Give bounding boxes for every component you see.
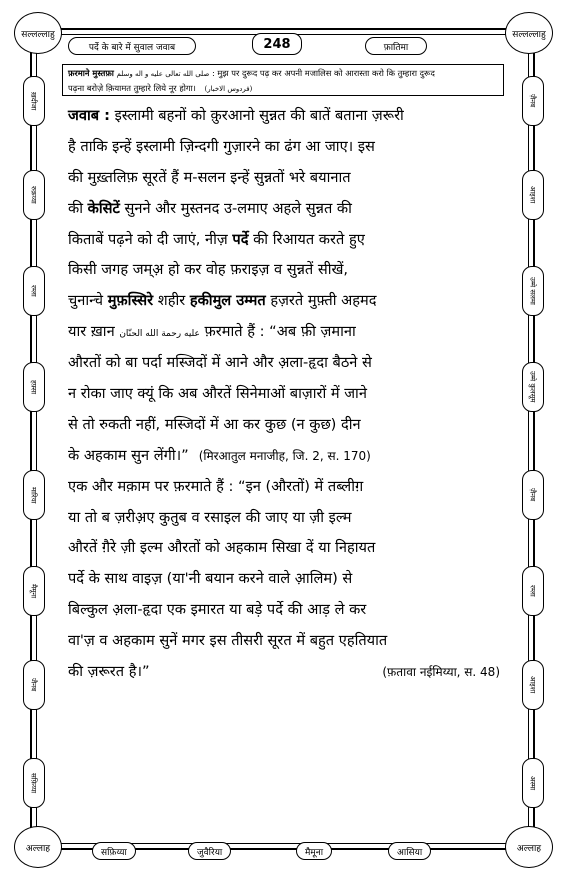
text-span: किसी जगह जम्अ़ हो कर वोह फ़राइज़ व सुन्नतें सीखें,: [68, 261, 349, 279]
side-ornament-label: उम्मे कुलसूम: [528, 371, 537, 403]
side-ornament: [522, 362, 544, 412]
text-span: फ़रमाते हैं : “अब फ़ी ज़माना: [204, 323, 356, 341]
chapter-title: [68, 37, 196, 55]
footer-name: सफ़िय्या: [101, 847, 127, 858]
text-span: पर्दे के साथ वाइज़ (या'नी बयान करने वाले आ़लिम) से: [68, 570, 353, 588]
side-ornament-label: जैनब: [29, 678, 38, 692]
side-ornament: [23, 170, 45, 220]
arabic-dua: عليه رحمة الله الحنّان: [119, 329, 200, 340]
reference: (मिरआतुल मनाजीह, जि. 2, स. 170): [198, 448, 371, 463]
text-span: औरतें ग़ैरे ज़ी इल्म औरतों को अहकाम सिखा दें या निहायत: [68, 539, 376, 557]
side-ornament: [23, 362, 45, 412]
side-ornament-label: ज़ैनब: [528, 488, 537, 502]
farman-line-2: [68, 81, 498, 96]
side-ornament: [522, 566, 544, 616]
text-span: की: [68, 199, 83, 217]
footer-name-box: [92, 842, 136, 860]
farman-text-1: : मुझ पर दुरूद पढ़ कर अपनी मजालिस को आरास्ता करो कि तुम्हारा दुरूद: [211, 68, 435, 78]
side-ornament: [23, 470, 45, 520]
text-span: की रिआयत करते हुए: [253, 230, 365, 248]
main-text: [68, 101, 500, 688]
corner-ornament-top-right: [505, 12, 553, 54]
text-span: या तो ब ज़रीअ़ए कुतुब व रसाइल की जाए या ज़ी इल्म: [68, 508, 352, 526]
side-ornament-label: रम्ला: [29, 285, 38, 297]
side-ornament: [522, 170, 544, 220]
text-line: [68, 286, 500, 317]
chapter-title-text: पर्दे के बारे में सुवाल जवाब: [88, 42, 176, 53]
side-ornament-label: ख़दीजा: [29, 91, 38, 111]
corner-label: सल्लल्लाहु: [512, 29, 546, 40]
side-ornament-label: हफ़्सा: [29, 379, 38, 395]
text-span: है ताकि इन्हें इस्लामी ज़िन्दगी गुज़ारने का ढंग आ जाए। इस: [68, 137, 375, 155]
text-span: किताबें पढ़ने को दी जाएं, नीज़: [68, 230, 228, 248]
side-ornament: [23, 660, 45, 710]
text-line: [68, 657, 500, 688]
side-ornament: [522, 76, 544, 126]
text-line: [68, 348, 500, 379]
corner-label: अल्लाह: [25, 843, 51, 854]
text-span: चुनान्चे: [68, 292, 104, 310]
header-name-text: फ़ातिमा: [383, 42, 409, 53]
reference: (फ़तावा नईमिय्या, स. 48): [382, 665, 500, 680]
side-ornament-label: आइशा: [528, 186, 537, 204]
side-ornament: [23, 758, 45, 808]
text-line: [68, 317, 500, 348]
side-ornament: [522, 470, 544, 520]
text-span: वा'ज़ व अहकाम सुनें मगर इस तीसरी सूरत में बहुत एहतियात: [68, 632, 388, 650]
corner-ornament-top-left: [14, 12, 62, 54]
side-ornament-label: मारिया: [29, 486, 38, 504]
text-span: न रोका जाए क्यूं कि अब औरतें सिनेमाओं बाज़ारों में जाने: [68, 385, 367, 403]
page-number-text: 248: [263, 36, 291, 52]
text-span: एक और मक़ाम पर फ़रमाते हैं : “इन (औरतों) में तब्लीग़: [68, 477, 364, 495]
bold-term: मुफ़स्सिरे: [107, 292, 154, 310]
footer-name: मैमूना: [305, 847, 324, 858]
text-span: इस्लामी बहनों को क़ुरआनो सुन्नत की बातें बताना ज़रूरी: [114, 107, 404, 124]
side-ornament-label: अस्मा: [528, 775, 537, 791]
text-line: [68, 379, 500, 410]
text-line: [68, 472, 500, 503]
text-span: की मुख़्तलिफ़ सूरतें हैं म-सलन इन्हें सुन्नतों भरे बयानात: [68, 168, 351, 186]
farman-box: [62, 64, 504, 96]
text-span: की ज़रूरत है।”: [68, 663, 150, 681]
text-line: [68, 255, 500, 286]
side-ornament-label: रम्ला: [528, 585, 537, 597]
side-ornament: [522, 660, 544, 710]
bold-term: हकीमुल उम्मत: [189, 292, 266, 310]
side-ornament: [23, 76, 45, 126]
footer-name-box: [388, 842, 431, 860]
text-line: [68, 503, 500, 534]
text-line: [68, 564, 500, 595]
footer-name-box: [296, 842, 332, 860]
side-ornament: [522, 758, 544, 808]
bold-term: पर्दे: [232, 230, 249, 248]
side-ornament: [522, 266, 544, 316]
text-line: [68, 441, 500, 472]
text-line: [68, 410, 500, 441]
farman-label: फ़रमाने मुस्तफ़ा: [68, 68, 114, 78]
footer-name: आसिया: [397, 847, 423, 858]
side-ornament-label: ज़ैनब: [528, 94, 537, 108]
text-span: यार ख़ान: [68, 323, 115, 341]
text-line: [68, 194, 500, 225]
footer-name-box: [188, 842, 231, 860]
text-line: [68, 533, 500, 564]
farman-text-2: पढ़ना बरोज़े क़ियामत तुम्हारे लिये नूर होगा।: [68, 83, 196, 93]
text-line: [68, 132, 500, 163]
answer-label: जवाब :: [68, 107, 110, 124]
side-ornament: [23, 266, 45, 316]
side-ornament-label: उम्मे सलमा: [528, 277, 537, 305]
corner-label: सल्लल्लाहु: [21, 29, 55, 40]
footer-name: जुवैरिया: [197, 847, 223, 858]
page-number: [252, 33, 302, 55]
side-ornament-label: मैमूना: [29, 583, 38, 599]
side-ornament-label: आइशा: [528, 676, 537, 694]
text-span: बिल्कुल अ़ला-हृदा एक इमारत या बड़े पर्दे की आड़ ले कर: [68, 601, 367, 619]
farman-source: (فردوس الاخبار): [204, 85, 253, 93]
side-ornament-label: सफ़िय्या: [29, 772, 38, 794]
side-ornament-label: रुक़य्या: [29, 186, 38, 204]
text-span: शहीर: [157, 292, 186, 310]
arabic-salutation: صلى الله تعالى عليه و اله وسلم: [116, 70, 210, 78]
header-name-tag: [365, 37, 427, 55]
text-span: से तो रुकती नहीं, मस्जिदों में आ कर कुछ (न कुछ) दीन: [68, 415, 361, 433]
text-line: [68, 626, 500, 657]
text-span: के अहकाम सुन लेंगी।”: [68, 446, 189, 464]
text-span: हज़रते मुफ़्ती अहमद: [270, 292, 377, 310]
text-line: [68, 225, 500, 256]
side-ornament: [23, 566, 45, 616]
text-span: औरतों को बा पर्दा मस्जिदों में आने और अ़ला-हृदा बैठने से: [68, 354, 372, 372]
text-line: [68, 101, 500, 132]
corner-label: अल्लाह: [516, 843, 542, 854]
corner-ornament-bottom-left: [14, 826, 62, 868]
text-span: सुनने और मुस्तनद उ-लमाए अहले सुन्नत की: [124, 199, 352, 217]
corner-ornament-bottom-right: [505, 826, 553, 868]
text-line: [68, 595, 500, 626]
text-line: [68, 163, 500, 194]
bold-term: केसिटें: [87, 199, 120, 217]
farman-line-1: [68, 66, 498, 81]
